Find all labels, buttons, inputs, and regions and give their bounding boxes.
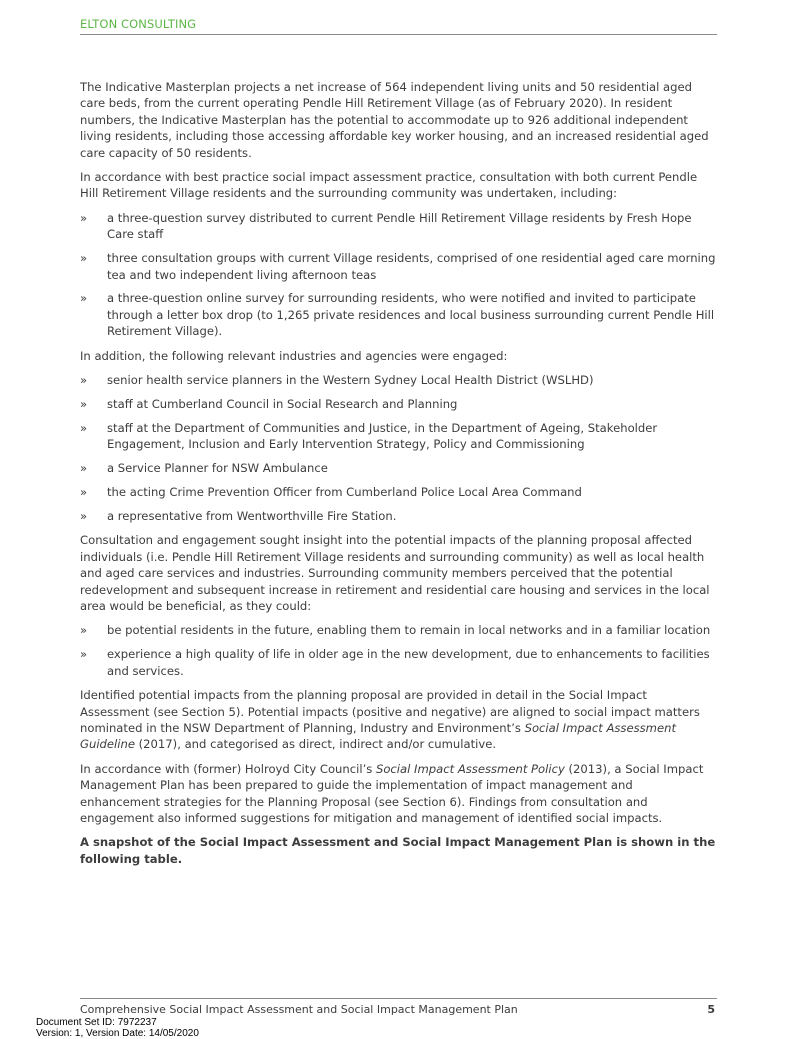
list-item: » senior health service planners in the Western Sydney Local Health District (WSLHD) [80,373,594,388]
paragraph-consultation-intro: In accordance with best practice social impact assessment practice, consultation with both current Pendle Hill Retirement Village residents and the surrounding community was undertaken, including: [80,170,698,201]
document-set-id: Document Set ID: 7972237 [36,1017,157,1028]
main-content [80,79,716,875]
page-header [80,17,717,35]
bullet-icon: » [80,373,88,388]
paragraph-agencies-intro: In addition, the following relevant industries and agencies were engaged: [80,348,508,363]
guideline-title: Social Impact Assessment Guideline [80,721,676,752]
paragraph-identified-impacts: Identified potential impacts from the planning proposal are provided in detail in the Social Impact Assessment (see Section 5). Potential impacts (positive and negative) are aligned to social impact matters nominated in the NSW Department of Planning, Industry and Environment’s Social Impact Assessment Guideline (2017), and categorised as direct, indirect and/or cumulative. [80,688,700,752]
bullet-icon: » [80,210,88,225]
page-footer [80,998,717,1016]
list-item: » a three-question survey distributed to current Pendle Hill Retirement Village residents by Fresh Hope Care staff [80,210,692,242]
list-item: » the acting Crime Prevention Officer from Cumberland Police Local Area Command [80,485,582,500]
bullet-icon: » [80,397,88,411]
list-item: » three consultation groups with current Village residents, comprised of one residential aged care morning tea and two independent living afternoon teas [80,251,716,282]
paragraph-masterplan: The Indicative Masterplan projects a net increase of 564 independent living units and 50 residential aged care beds, from the current operating Pendle Hill Retirement Village (as of February 2020). In resident numbers, the Indicative Masterplan has the potential to accommodate up to 926 additional independent living residents, including those accessing affordable key worker housing, and an increased residential aged care capacity of 50 residents. [80,80,709,160]
bullet-icon: » [80,647,88,662]
list-item: » experience a high quality of life in older age in the new development, due to enhancements to facilities and services. [80,647,710,678]
list-item: » a representative from Wentworthville Fire Station. [80,509,397,524]
list-item: » staff at the Department of Communities and Justice, in the Department of Ageing, Stakeholder Engagement, Inclusion and Early Intervention Strategy, Policy and Commissioning [80,420,658,452]
company-name: ELTON CONSULTING [80,17,197,31]
list-item: » a three-question online survey for surrounding residents, who were notified and invited to participate through a letter box drop (to 1,265 private residences and local business surrounding current Pendle Hill Retirement Village). [80,291,715,339]
bullet-icon: » [80,251,88,266]
paragraph-snapshot: A snapshot of the Social Impact Assessment and Social Impact Management Plan is shown in the following table. [80,835,716,866]
page-number: 5 [707,1003,715,1016]
benefits-list [80,622,716,679]
paragraph-management-plan: In accordance with (former) Holroyd City Council’s Social Impact Assessment Policy (2013), a Social Impact Management Plan has been prepared to guide the implementation of impact management and enhancement strategies for the Planning Proposal (see Section 6). Findings from consultation and engagement also informed suggestions for mitigation and management of identified social impacts. [80,761,704,826]
document-version: Version: 1, Version Date: 14/05/2020 [36,1028,199,1039]
bullet-icon: » [80,485,88,500]
bullet-icon: » [80,461,88,476]
bullet-icon: » [80,291,88,306]
bullet-icon: » [80,420,88,435]
list-item: » be potential residents in the future, enabling them to remain in local networks and in a familiar location [80,623,711,638]
consultation-list [80,210,716,340]
list-item: » a Service Planner for NSW Ambulance [80,461,328,476]
bullet-icon: » [80,509,88,524]
policy-title: Social Impact Assessment Policy [375,761,565,776]
footer-title: Comprehensive Social Impact Assessment and Social Impact Management Plan [80,1003,518,1016]
list-item: » staff at Cumberland Council in Social Research and Planning [80,397,458,411]
agencies-list [80,372,716,524]
paragraph-engagement-insight: Consultation and engagement sought insight into the potential impacts of the planning proposal affected individuals (i.e. Pendle Hill Retirement Village residents and surrounding community) as well as local health and aged care services and industries. Surrounding community members perceived that the potential redevelopment and subsequent increase in retirement and residential care housing and services in the local area would be beneficial, as they could: [80,533,710,614]
bullet-icon: » [80,623,88,638]
